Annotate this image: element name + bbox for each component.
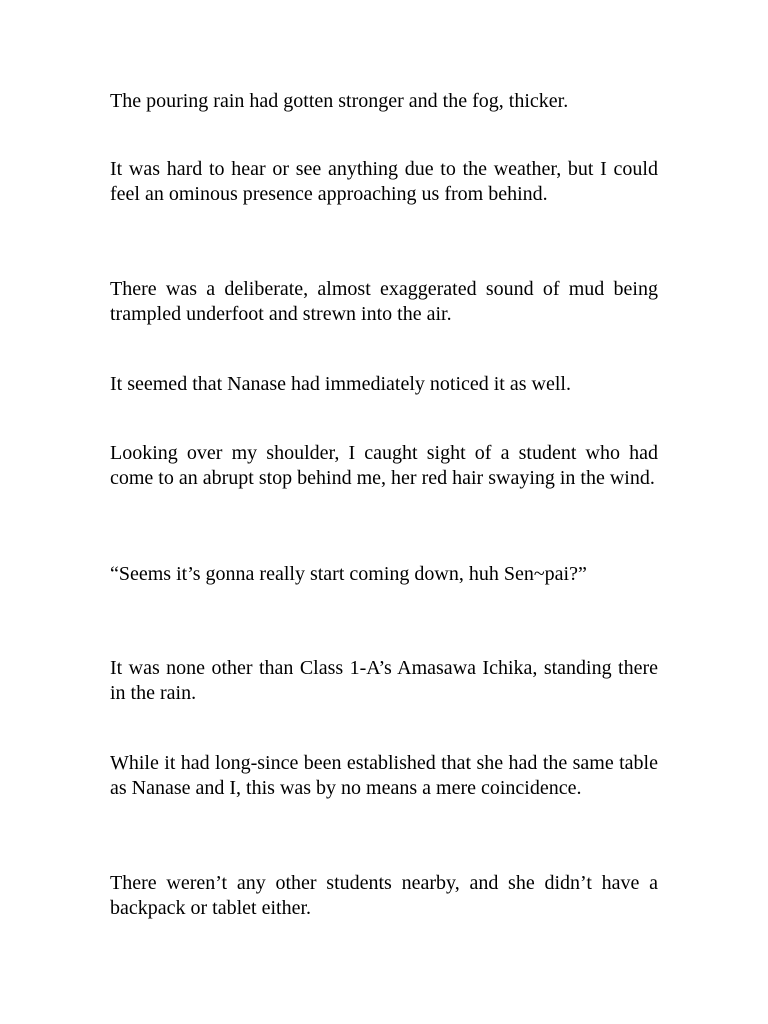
paragraph-2: It was hard to hear or see anything due to the weather, but I could feel an ominous presence approaching us from behind. [110,158,658,205]
paragraph-9: There weren’t any other students nearby, and she didn’t have a backpack or tablet either. [110,872,658,919]
paragraph-4: It seemed that Nanase had immediately noticed it as well. [110,373,571,395]
paragraph-7: It was none other than Class 1-A’s Amasawa Ichika, standing there in the rain. [110,657,658,704]
paragraph-5: Looking over my shoulder, I caught sight of a student who had come to an abrupt stop behind me, her red hair swaying in the wind. [110,442,658,489]
paragraph-3: There was a deliberate, almost exaggerated sound of mud being trampled underfoot and strewn into the air. [110,278,658,325]
paragraph-8: While it had long-since been established that she had the same table as Nanase and I, this was by no means a mere coincidence. [110,752,658,799]
paragraph-1: The pouring rain had gotten stronger and the fog, thicker. [110,90,569,112]
paragraph-6-dialogue: “Seems it’s gonna really start coming down, huh Sen~pai?” [110,563,587,585]
